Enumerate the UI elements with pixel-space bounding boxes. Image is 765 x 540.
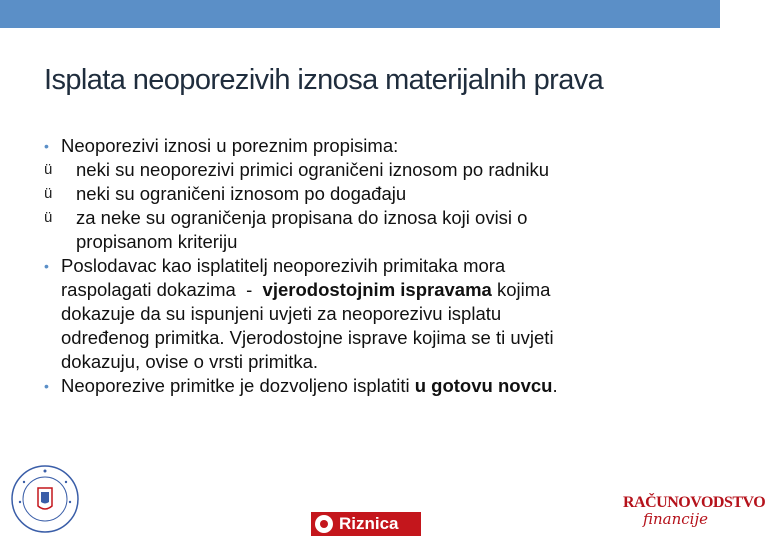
- bold-phrase: vjerodostojnim ispravama: [262, 279, 492, 300]
- bold-phrase: u gotovu novcu: [414, 375, 553, 396]
- bullet-text: određenog primitka. Vjerodostojne isprave kojima se ti uvjeti: [61, 327, 554, 348]
- check-text-continued: propisanom kriteriju: [76, 231, 238, 252]
- check-text: neki su ograničeni iznosom po događaju: [76, 183, 407, 204]
- bullet-item: [44, 374, 684, 398]
- bullet-text: Neoporezivi iznosi u poreznim propisima:: [61, 135, 399, 156]
- riznica-logo-text: Riznica: [339, 514, 399, 533]
- check-item: [44, 182, 684, 206]
- racunovodstvo-financije-logo: [623, 494, 765, 540]
- check-item: [44, 206, 684, 254]
- bullet-text: Poslodavac kao isplatitelj neoporezivih primitaka mora: [61, 255, 506, 276]
- riznica-seal-icon: [315, 515, 333, 533]
- bullet-item: [44, 134, 684, 158]
- checkmark-icon: ü: [44, 185, 53, 202]
- check-text: za neke su ograničenja propisana do iznosa koji ovisi o: [76, 207, 528, 228]
- bullet-text: .: [552, 375, 558, 396]
- bullet-icon: •: [44, 258, 49, 274]
- slide-content: [44, 134, 684, 398]
- slide-title: Isplata neoporezivih iznosa materijalnih prava: [44, 64, 604, 96]
- logo-top-text: RAČUNOVODSTVO: [623, 494, 765, 511]
- check-item: [44, 158, 684, 182]
- checkmark-icon: ü: [44, 209, 53, 226]
- bullet-text: dokazuju, ovise o vrsti primitka.: [61, 351, 319, 372]
- bullet-icon: •: [44, 378, 49, 394]
- checkmark-icon: ü: [44, 161, 53, 178]
- bullet-item: [44, 254, 684, 374]
- top-accent-bar: [0, 0, 720, 28]
- bullet-text: kojima: [491, 279, 551, 300]
- bullet-text: Neoporezive primitke je dozvoljeno isplatiti: [61, 375, 415, 396]
- ministry-seal-icon: [10, 464, 80, 534]
- bullet-text: raspolagati dokazima -: [61, 279, 263, 300]
- bullet-icon: •: [44, 138, 49, 154]
- riznica-logo: [311, 512, 421, 536]
- bullet-text: dokazuje da su ispunjeni uvjeti za neoporezivu isplatu: [61, 303, 502, 324]
- check-text: neki su neoporezivi primici ograničeni iznosom po radniku: [76, 159, 550, 180]
- logo-bottom-text: financije: [643, 510, 708, 528]
